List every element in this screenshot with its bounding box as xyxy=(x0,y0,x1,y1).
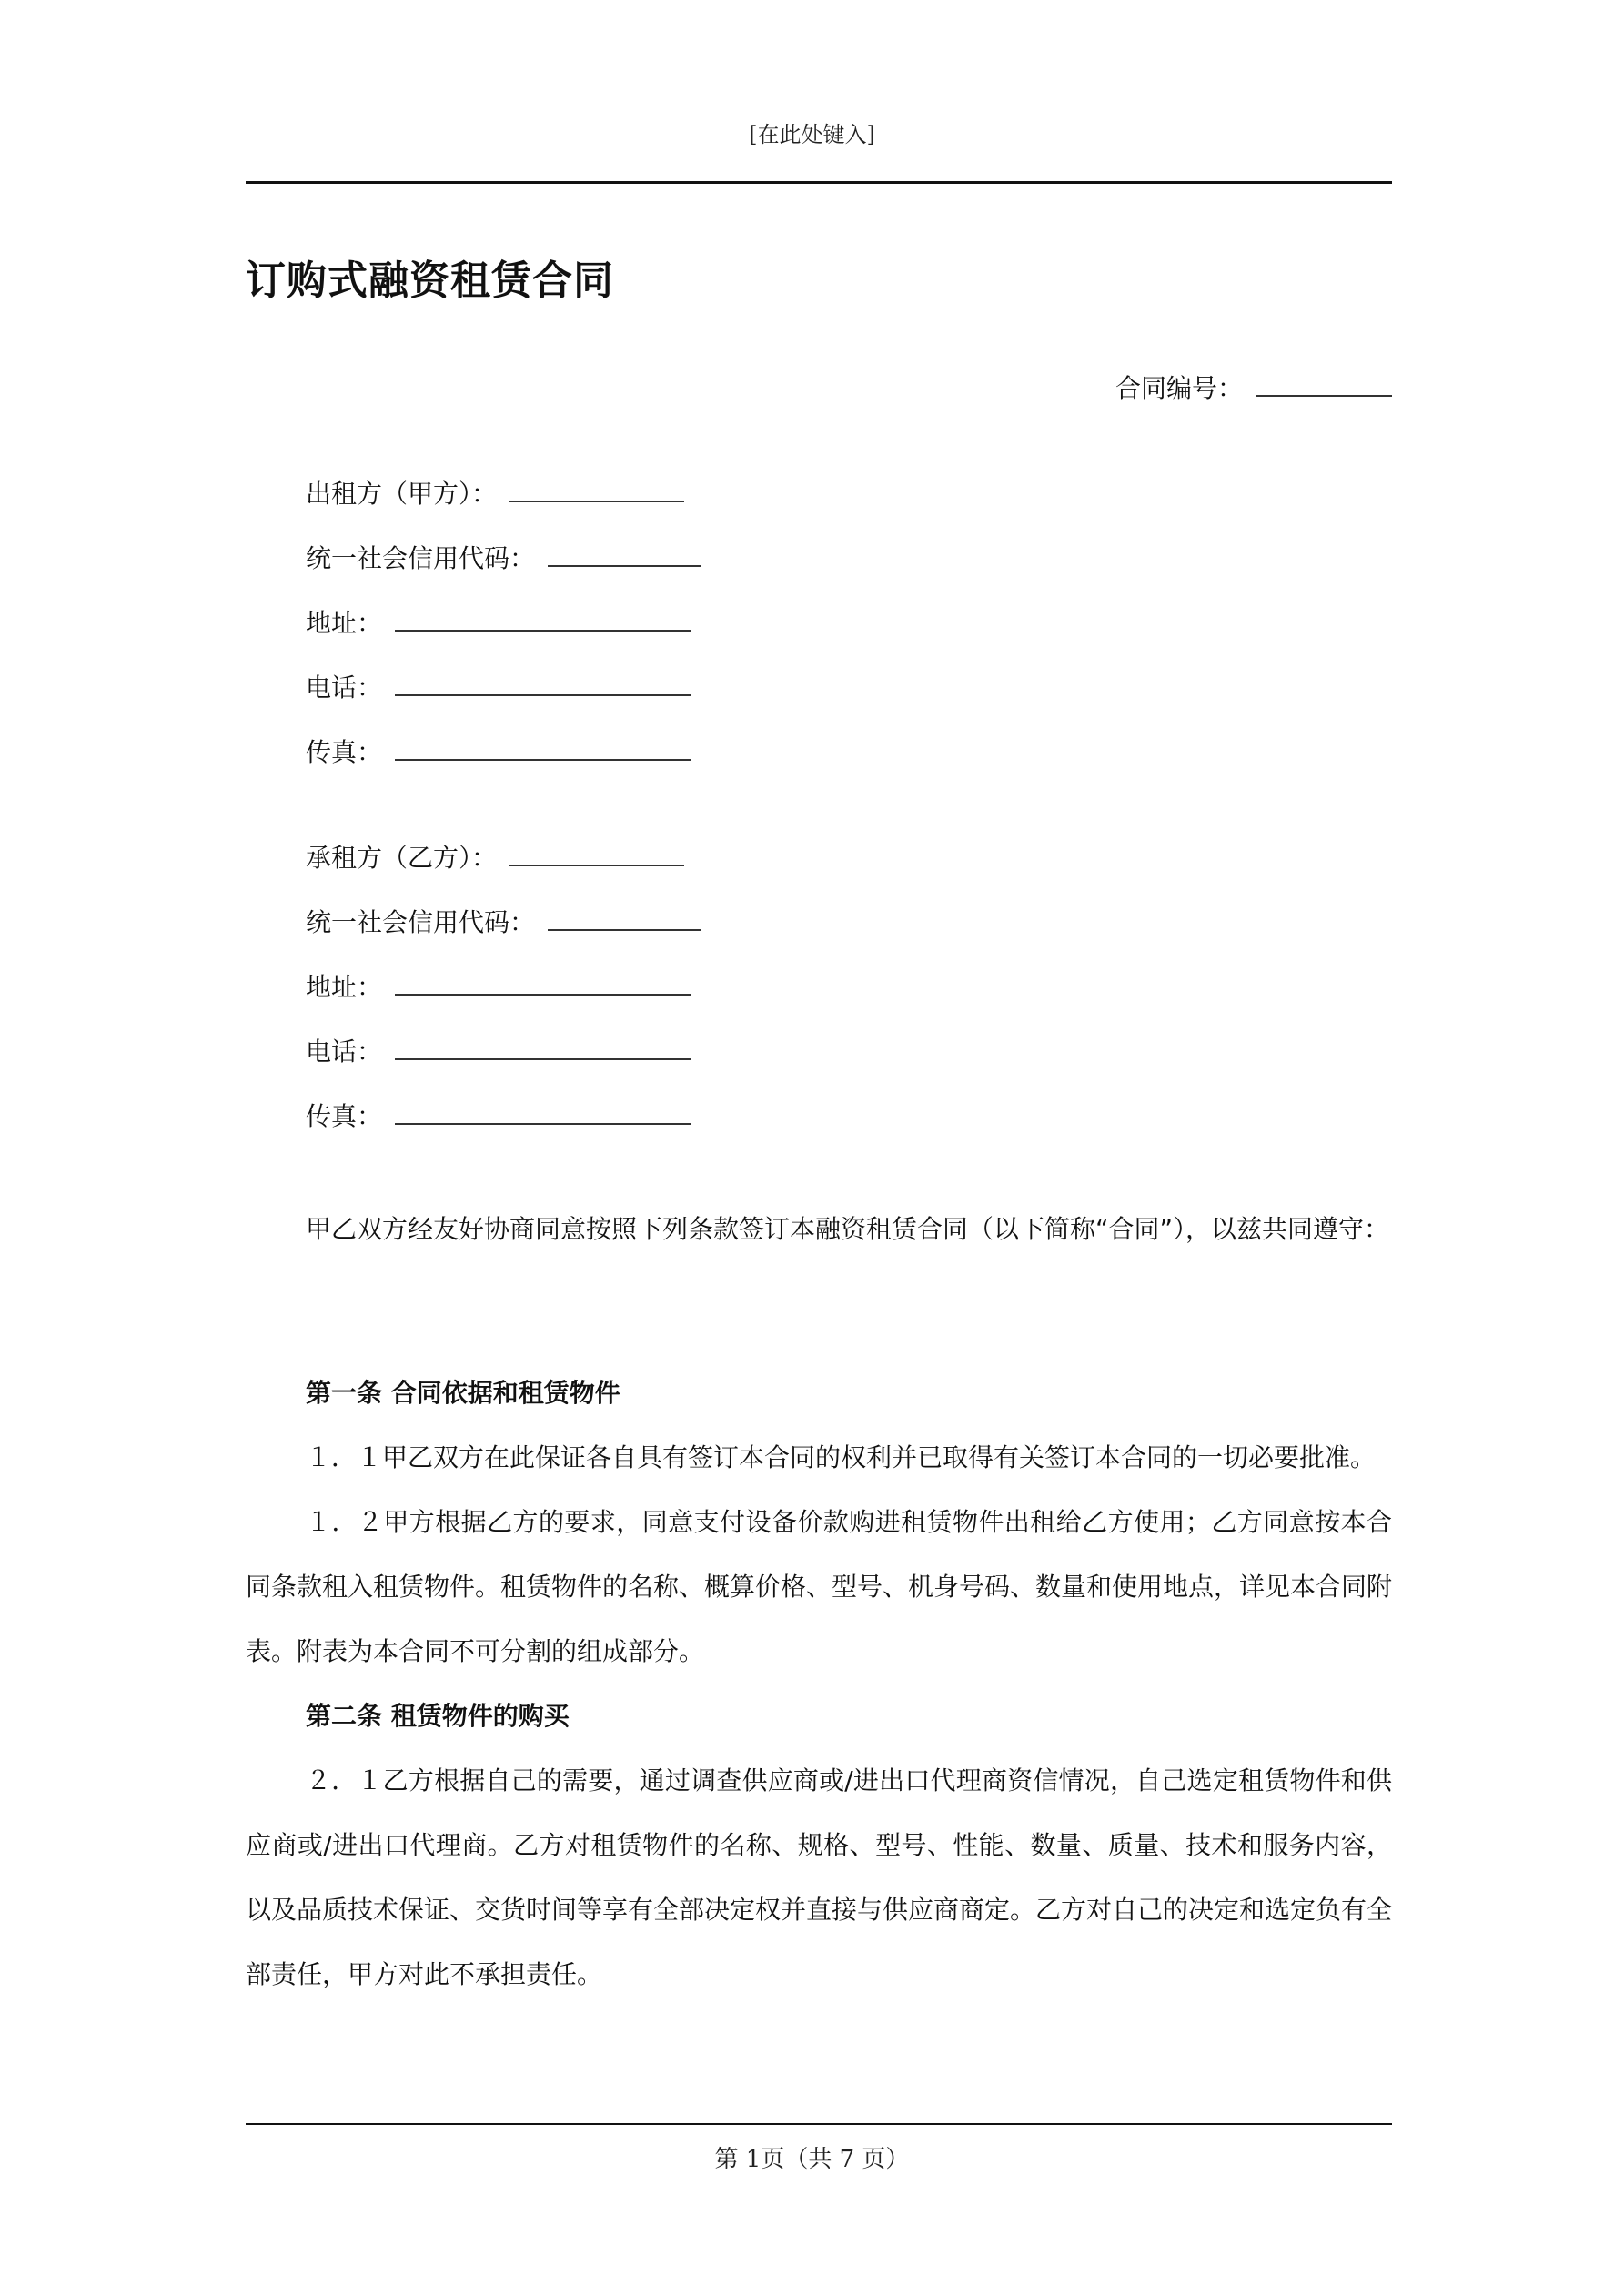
intro-paragraph: 甲乙双方经友好协商同意按照下列条款签订本融资租赁合同（以下简称“合同”），以兹共同遵守： xyxy=(306,1214,1390,1244)
lessor-info xyxy=(306,476,701,799)
lessor-fax-blank[interactable] xyxy=(395,737,691,761)
section-2-heading: 第二条 租赁物件的购买 xyxy=(306,1701,570,1731)
page-header: [在此处键入] xyxy=(749,122,875,147)
footer-rule xyxy=(246,2123,1392,2125)
lessor-name-blank[interactable] xyxy=(509,479,684,502)
lessor-phone-blank[interactable] xyxy=(395,673,691,696)
clause-2-1: ２．１乙方根据自己的需要，通过调查供应商或/进出口代理商资信情况，自己选定租赁物件和供应商或/进出口代理商。乙方对租赁物件的名称、规格、型号、性能、数量、质量、技术和服务内容，以及品质技术保证、交货时间等享有全部决定权并直接与供应商商定。乙方对自己的决定和选定负有全部责任，甲方对此不承担责任。 xyxy=(246,1765,1393,1989)
lessee-info xyxy=(306,840,701,1163)
field-label: 电话： xyxy=(306,1037,383,1067)
lessor-credit-code-blank[interactable] xyxy=(548,543,701,567)
field-label: 传真： xyxy=(306,737,383,767)
field-label: 传真： xyxy=(306,1101,383,1131)
lessee-phone-row xyxy=(306,1034,701,1098)
field-label: 承租方（乙方）： xyxy=(306,843,498,873)
lessee-address-blank[interactable] xyxy=(395,972,691,996)
lessee-phone-blank[interactable] xyxy=(395,1037,691,1060)
lessor-address-blank[interactable] xyxy=(395,608,691,632)
header-rule xyxy=(246,181,1392,184)
lessee-name-blank[interactable] xyxy=(509,843,684,866)
field-label: 出租方（甲方）： xyxy=(306,479,498,509)
page-number: 第 1页（共 7 页） xyxy=(714,2146,910,2173)
lessee-credit-code-blank[interactable] xyxy=(548,907,701,931)
lessee-name-row xyxy=(306,840,701,905)
field-label: 电话： xyxy=(306,673,383,703)
lessee-fax-blank[interactable] xyxy=(395,1101,691,1125)
intro-block xyxy=(246,1197,1392,1261)
section-1-heading: 第一条 合同依据和租赁物件 xyxy=(306,1378,620,1408)
contract-number-blank[interactable] xyxy=(1256,373,1392,397)
contract-sections xyxy=(246,1360,1392,2007)
lessor-address-row xyxy=(306,605,701,670)
field-label: 地址： xyxy=(306,608,383,638)
clause-1-1: １．１甲乙双方在此保证各自具有签订本合同的权利并已取得有关签订本合同的一切必要批准。 xyxy=(306,1442,1377,1472)
lessor-fax-row xyxy=(306,734,701,799)
lessee-credit-code-row xyxy=(306,905,701,969)
lessee-fax-row xyxy=(306,1098,701,1163)
document-title: 订购式融资租赁合同 xyxy=(246,258,614,304)
lessee-address-row xyxy=(306,969,701,1034)
lessor-name-row xyxy=(306,476,701,541)
lessor-phone-row xyxy=(306,670,701,734)
clause-1-2: １．２甲方根据乙方的要求，同意支付设备价款购进租赁物件出租给乙方使用；乙方同意按本合同条款租入租赁物件。租赁物件的名称、概算价格、型号、机身号码、数量和使用地点，详见本合同附表。附表为本合同不可分割的组成部分。 xyxy=(246,1507,1393,1666)
field-label: 统一社会信用代码： xyxy=(306,907,536,937)
lessor-credit-code-row xyxy=(306,541,701,605)
field-label: 统一社会信用代码： xyxy=(306,543,536,573)
contract-number xyxy=(1115,369,1392,405)
field-label: 地址： xyxy=(306,972,383,1002)
contract-number-label: 合同编号： xyxy=(1115,373,1243,403)
